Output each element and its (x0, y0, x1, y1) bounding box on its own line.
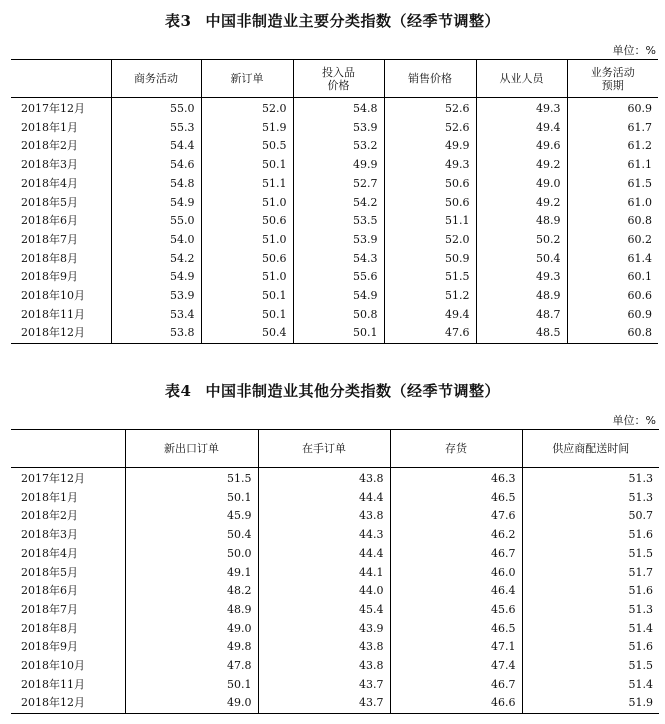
table4-unit: 单位：% (612, 414, 656, 427)
table-cell: 51.5 (522, 657, 659, 676)
table4-body (11, 468, 659, 714)
table-cell: 50.1 (201, 156, 293, 175)
table-cell: 51.9 (522, 694, 659, 713)
table4-header-1: 新出口订单 (125, 430, 258, 468)
table-cell: 48.5 (476, 324, 567, 343)
table-cell: 51.4 (522, 620, 659, 639)
table-cell: 51.3 (522, 601, 659, 620)
table-cell: 43.7 (258, 676, 390, 695)
table-row (11, 694, 659, 713)
table-cell: 54.4 (111, 137, 201, 156)
table-cell: 52.7 (293, 175, 384, 194)
table-row (11, 156, 658, 175)
table-cell: 60.6 (567, 287, 658, 306)
table-cell: 50.1 (293, 324, 384, 343)
table3-header-6: 业务活动 预期 (567, 60, 658, 98)
table-cell: 51.6 (522, 526, 659, 545)
table-cell: 46.7 (390, 545, 522, 564)
table-cell: 54.8 (293, 98, 384, 119)
table-cell: 49.3 (384, 156, 476, 175)
table4-number: 表4 (165, 382, 192, 400)
table-cell: 50.1 (125, 489, 258, 508)
table-row (11, 468, 659, 489)
table-cell: 50.1 (201, 287, 293, 306)
row-label: 2018年10月 (21, 289, 85, 303)
table-cell: 55.6 (293, 268, 384, 287)
table3-unit: 单位：% (612, 44, 656, 57)
table-cell: 55.3 (111, 119, 201, 138)
table-cell: 46.3 (390, 468, 522, 489)
table-cell: 51.3 (522, 468, 659, 489)
table-cell: 52.6 (384, 98, 476, 119)
table-cell: 47.6 (384, 324, 476, 343)
table-cell: 49.0 (125, 620, 258, 639)
table-cell: 49.9 (384, 137, 476, 156)
table-row (11, 194, 658, 213)
table-cell: 51.5 (522, 545, 659, 564)
table-cell: 61.4 (567, 250, 658, 269)
table-cell: 50.6 (201, 212, 293, 231)
table-cell: 53.5 (293, 212, 384, 231)
table-cell: 50.8 (293, 306, 384, 325)
table-cell: 54.2 (293, 194, 384, 213)
table-cell: 50.4 (476, 250, 567, 269)
table-cell: 60.8 (567, 212, 658, 231)
table3-header-row (11, 60, 658, 98)
table3-body (11, 98, 658, 344)
table-cell: 52.0 (201, 98, 293, 119)
table-row (11, 212, 658, 231)
row-label: 2018年7月 (21, 602, 78, 616)
table-row (11, 287, 658, 306)
table-cell: 45.6 (390, 601, 522, 620)
table-cell: 50.1 (125, 676, 258, 695)
table-cell: 50.5 (201, 137, 293, 156)
table-cell: 50.7 (522, 507, 659, 526)
table4-header-4: 供应商配送时间 (522, 430, 659, 468)
table-cell: 51.2 (384, 287, 476, 306)
table-cell: 53.9 (293, 119, 384, 138)
table-cell: 54.3 (293, 250, 384, 269)
table3-header-3: 投入品 价格 (293, 60, 384, 98)
table-cell: 49.0 (476, 175, 567, 194)
table-cell: 54.9 (111, 194, 201, 213)
table-row (11, 324, 658, 343)
table4 (11, 429, 659, 714)
table4-header-row (11, 430, 659, 468)
row-label: 2018年4月 (21, 546, 78, 560)
table-cell: 61.2 (567, 137, 658, 156)
table-cell: 45.9 (125, 507, 258, 526)
table-cell: 49.3 (476, 268, 567, 287)
row-label: 2018年4月 (21, 176, 78, 190)
table-row (11, 119, 658, 138)
table3-number: 表3 (165, 12, 192, 30)
table-row (11, 545, 659, 564)
table-cell: 43.8 (258, 657, 390, 676)
table-cell: 50.6 (384, 175, 476, 194)
row-label: 2018年6月 (21, 584, 78, 598)
table-cell: 49.9 (293, 156, 384, 175)
table-cell: 61.7 (567, 119, 658, 138)
table-cell: 50.0 (125, 545, 258, 564)
row-label: 2018年11月 (21, 307, 85, 321)
table-cell: 50.2 (476, 231, 567, 250)
table-cell: 51.5 (384, 268, 476, 287)
table-cell: 51.1 (201, 175, 293, 194)
table-cell: 60.2 (567, 231, 658, 250)
table-cell: 50.4 (201, 324, 293, 343)
table-cell: 51.0 (201, 268, 293, 287)
table-cell: 46.0 (390, 564, 522, 583)
table-cell: 43.8 (258, 507, 390, 526)
table-cell: 54.9 (111, 268, 201, 287)
table-cell: 53.4 (111, 306, 201, 325)
row-label: 2018年9月 (21, 270, 78, 284)
table-cell: 51.4 (522, 676, 659, 695)
table-cell: 46.7 (390, 676, 522, 695)
table-cell: 44.3 (258, 526, 390, 545)
table-cell: 49.0 (125, 694, 258, 713)
table-row (11, 231, 658, 250)
table-cell: 52.0 (384, 231, 476, 250)
table-cell: 49.2 (476, 194, 567, 213)
table-cell: 48.2 (125, 582, 258, 601)
table-row (11, 306, 658, 325)
table-cell: 49.3 (476, 98, 567, 119)
table-row (11, 582, 659, 601)
table-cell: 49.1 (125, 564, 258, 583)
table-row (11, 526, 659, 545)
table-cell: 54.2 (111, 250, 201, 269)
table-cell: 47.1 (390, 638, 522, 657)
table-cell: 50.9 (384, 250, 476, 269)
table-cell: 55.0 (111, 212, 201, 231)
table-cell: 49.2 (476, 156, 567, 175)
table-cell: 54.8 (111, 175, 201, 194)
table-cell: 46.5 (390, 620, 522, 639)
table-cell: 45.4 (258, 601, 390, 620)
table-row (11, 137, 658, 156)
table-cell: 47.8 (125, 657, 258, 676)
row-label: 2018年8月 (21, 251, 78, 265)
table-row (11, 268, 658, 287)
table-cell: 52.6 (384, 119, 476, 138)
row-label: 2018年2月 (21, 509, 78, 523)
table-cell: 51.7 (522, 564, 659, 583)
table-row (11, 489, 659, 508)
table-cell: 53.2 (293, 137, 384, 156)
table-cell: 54.6 (111, 156, 201, 175)
table-row (11, 250, 658, 269)
table-cell: 50.1 (201, 306, 293, 325)
table3-title (0, 10, 665, 31)
table-cell: 44.0 (258, 582, 390, 601)
table4-title-text: 中国非制造业其他分类指数（经季节调整） (205, 382, 500, 400)
table-cell: 61.1 (567, 156, 658, 175)
table-row (11, 601, 659, 620)
table-cell: 50.6 (384, 194, 476, 213)
table-cell: 43.8 (258, 468, 390, 489)
row-label: 2018年12月 (21, 326, 85, 340)
table-cell: 50.6 (201, 250, 293, 269)
table-cell: 60.9 (567, 306, 658, 325)
table3-header-1: 商务活动 (111, 60, 201, 98)
table-cell: 44.4 (258, 545, 390, 564)
table-cell: 51.6 (522, 638, 659, 657)
table-cell: 51.0 (201, 231, 293, 250)
table-cell: 48.7 (476, 306, 567, 325)
row-label: 2018年5月 (21, 195, 78, 209)
table3-header-4: 销售价格 (384, 60, 476, 98)
row-label: 2017年12月 (21, 472, 85, 485)
table-cell: 60.1 (567, 268, 658, 287)
table4-header-2: 在手订单 (258, 430, 390, 468)
row-label: 2018年1月 (21, 120, 78, 134)
table-cell: 46.4 (390, 582, 522, 601)
table-cell: 43.8 (258, 638, 390, 657)
table-cell: 49.4 (476, 119, 567, 138)
table-cell: 61.5 (567, 175, 658, 194)
table-row (11, 657, 659, 676)
table-cell: 43.7 (258, 694, 390, 713)
table-cell: 49.6 (476, 137, 567, 156)
row-label: 2018年1月 (21, 490, 78, 504)
table3-title-text: 中国非制造业主要分类指数（经季节调整） (205, 12, 500, 30)
table-cell: 60.9 (567, 98, 658, 119)
table-cell: 50.4 (125, 526, 258, 545)
table-row (11, 638, 659, 657)
table3 (11, 59, 658, 344)
table-row (11, 175, 658, 194)
table-cell: 49.4 (384, 306, 476, 325)
row-label: 2018年9月 (21, 640, 78, 654)
table-cell: 54.0 (111, 231, 201, 250)
table-cell: 51.1 (384, 212, 476, 231)
table4-title (0, 380, 665, 401)
table-cell: 47.6 (390, 507, 522, 526)
table-row (11, 676, 659, 695)
table-cell: 48.9 (476, 212, 567, 231)
table4-header-corner (11, 430, 125, 468)
row-label: 2018年2月 (21, 139, 78, 153)
table-cell: 48.9 (476, 287, 567, 306)
table3-header-corner (11, 60, 111, 98)
table-cell: 43.9 (258, 620, 390, 639)
row-label: 2018年11月 (21, 677, 85, 691)
table4-header-3: 存货 (390, 430, 522, 468)
table-cell: 51.9 (201, 119, 293, 138)
row-label: 2018年3月 (21, 158, 78, 172)
row-label: 2018年8月 (21, 621, 78, 635)
table-cell: 53.9 (293, 231, 384, 250)
table-row (11, 620, 659, 639)
row-label: 2018年5月 (21, 565, 78, 579)
table-cell: 61.0 (567, 194, 658, 213)
table-cell: 55.0 (111, 98, 201, 119)
table-cell: 60.8 (567, 324, 658, 343)
row-label: 2017年12月 (21, 102, 85, 115)
row-label: 2018年6月 (21, 214, 78, 228)
row-label: 2018年10月 (21, 659, 85, 673)
row-label: 2018年7月 (21, 232, 78, 246)
table-cell: 46.5 (390, 489, 522, 508)
table-cell: 48.9 (125, 601, 258, 620)
table-cell: 51.0 (201, 194, 293, 213)
table-cell: 46.6 (390, 694, 522, 713)
table-cell: 46.2 (390, 526, 522, 545)
table-cell: 53.9 (111, 287, 201, 306)
row-label: 2018年3月 (21, 528, 78, 542)
table3-header-5: 从业人员 (476, 60, 567, 98)
table-cell: 54.9 (293, 287, 384, 306)
table-cell: 51.6 (522, 582, 659, 601)
table-row (11, 564, 659, 583)
table3-header-2: 新订单 (201, 60, 293, 98)
row-label: 2018年12月 (21, 696, 85, 710)
table-cell: 51.5 (125, 468, 258, 489)
table-row (11, 98, 658, 119)
table-cell: 49.8 (125, 638, 258, 657)
table-cell: 44.4 (258, 489, 390, 508)
table-cell: 51.3 (522, 489, 659, 508)
table-cell: 53.8 (111, 324, 201, 343)
table-cell: 44.1 (258, 564, 390, 583)
table-row (11, 507, 659, 526)
table-cell: 47.4 (390, 657, 522, 676)
